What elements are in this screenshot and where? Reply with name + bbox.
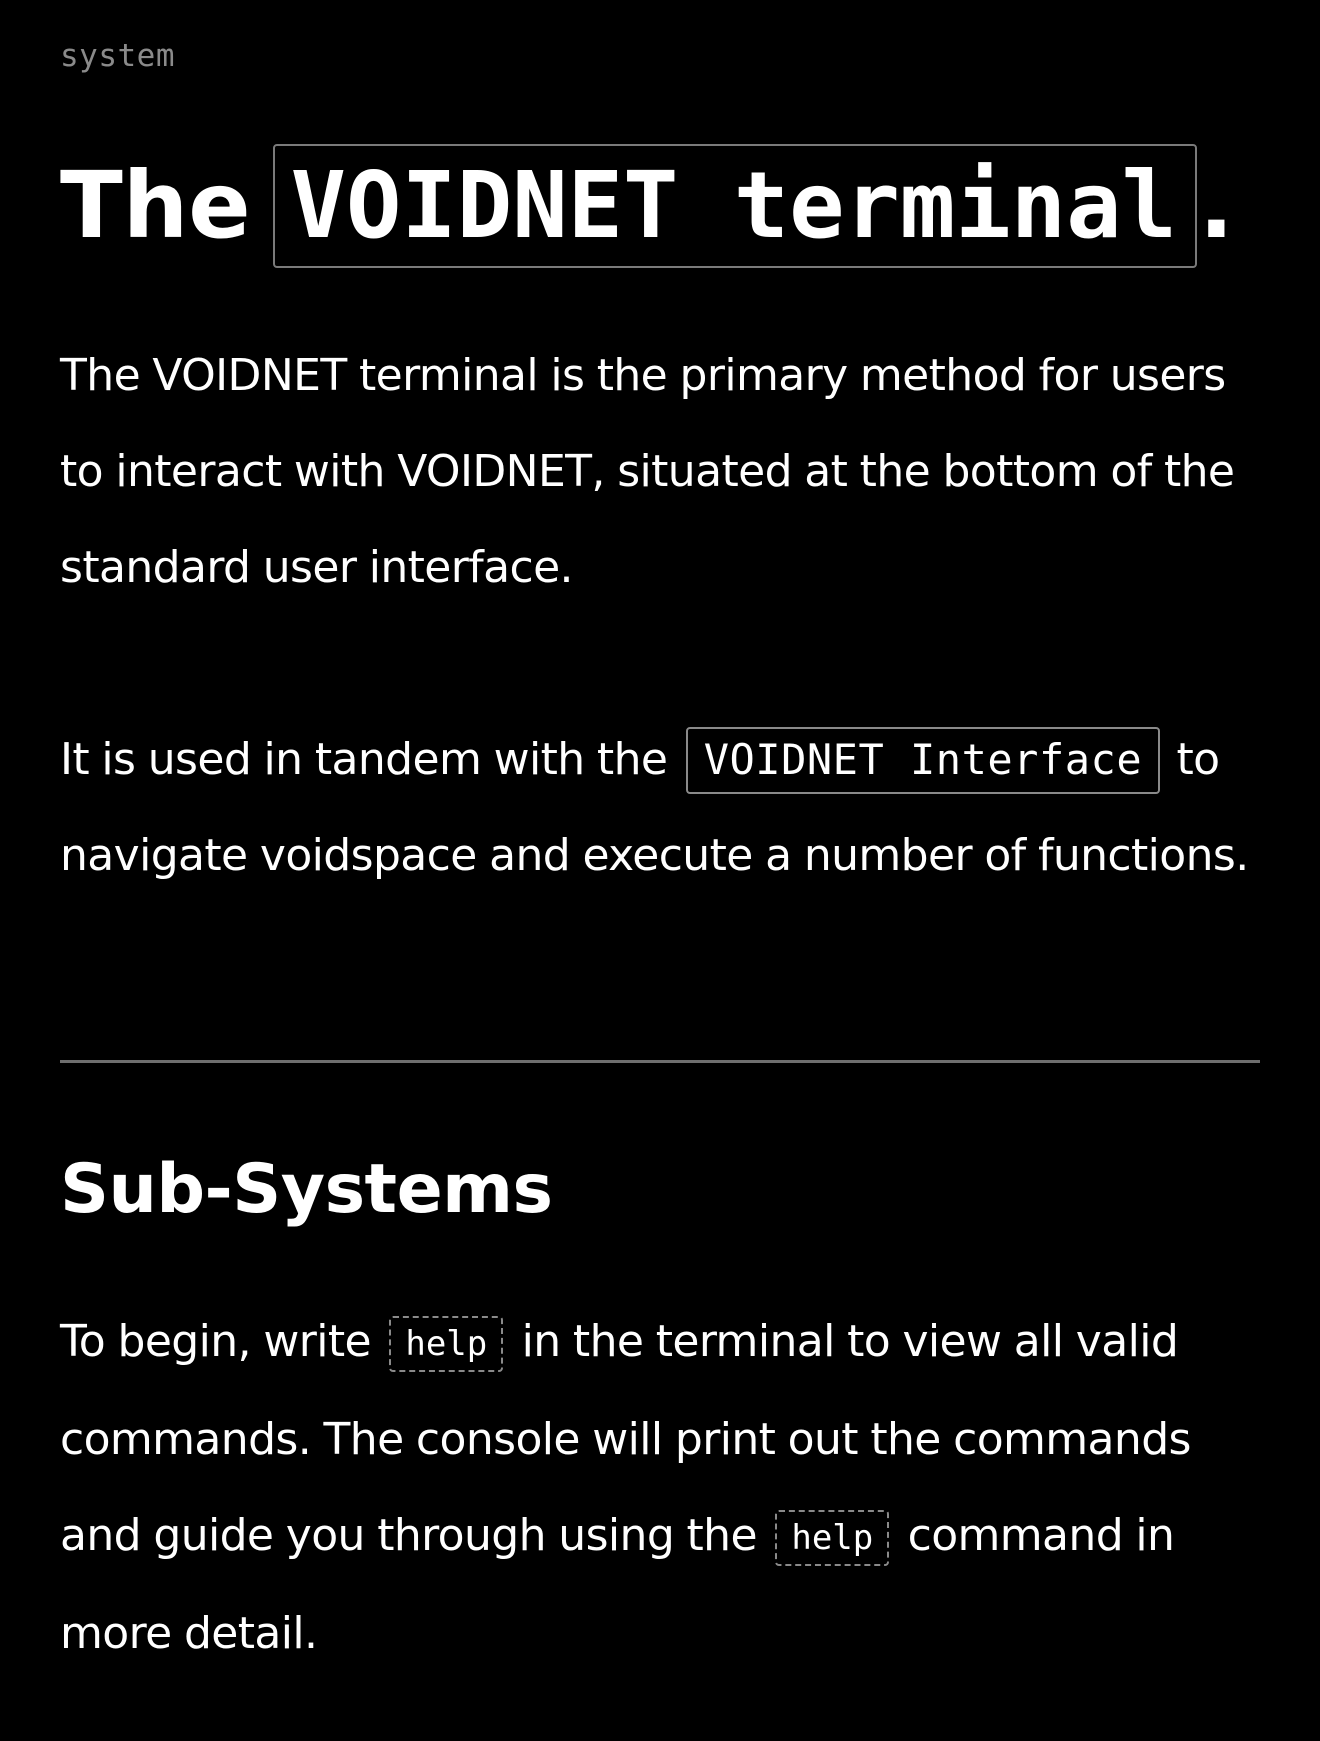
subsystems-paragraph	[60, 1294, 1270, 1682]
page-title-prefix: The	[60, 152, 251, 259]
help-command-code: help	[389, 1316, 503, 1372]
intro-paragraph: The VOIDNET terminal is the primary method for users to interact with VOIDNET, situated at the bottom of the standard user interface.	[60, 350, 1235, 593]
usage-paragraph	[60, 712, 1270, 904]
section-divider	[60, 1060, 1260, 1063]
usage-text-after: to navigate voidspace and execute a number of functions.	[60, 734, 1249, 881]
page-title	[60, 140, 1234, 272]
page-title-suffix: .	[1198, 152, 1234, 259]
subsystems-text-2: in the terminal to view all valid commands. The console will print out the commands and guide you through using the	[60, 1316, 1191, 1561]
voidnet-interface-link[interactable]: VOIDNET Interface	[686, 727, 1160, 794]
subsystems-text-1: To begin, write	[60, 1316, 371, 1367]
breadcrumb: system	[60, 38, 175, 74]
help-command-code: help	[775, 1510, 889, 1566]
page-title-code: VOIDNET terminal	[273, 144, 1197, 268]
usage-text-before: It is used in tandem with the	[60, 734, 668, 785]
section-heading-sub-systems: Sub-Systems	[60, 1150, 553, 1229]
subsystems-text-3: command in more detail.	[60, 1510, 1175, 1659]
